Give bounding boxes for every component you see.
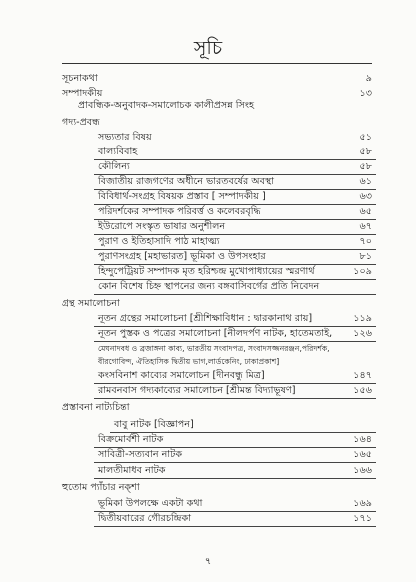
toc-entry [0, 280, 416, 294]
toc-entry-title: বিবিধার্থ-সংগ্রহ বিষয়ক প্রস্তাব [ সম্পাদকীয় ] [98, 191, 266, 202]
toc-entry [0, 190, 416, 204]
toc-entry-page: ১৬৬ [353, 465, 372, 476]
toc-entry [0, 401, 416, 415]
toc-entry-page: ১১৯ [353, 313, 372, 324]
toc-entry-page: ৭০ [359, 236, 372, 247]
toc-entry-title: প্রস্তাবনা নাট্যচিন্তা [62, 402, 130, 413]
toc-entry-page: ১৬৯ [353, 498, 372, 509]
toc-entry-title: পরিদর্শকের সম্পাদক পরিবর্ত্ত ও কলেবরবৃদ্ধি [98, 206, 261, 217]
toc-entry-title: গ্রন্থ সমালোচনা [62, 298, 120, 309]
toc-entry [0, 312, 416, 326]
toc-entry [0, 250, 416, 264]
toc-entry-title: প্রাবন্ধিক-অনুবাদক-সমালোচক কালীপ্রসন্ন সিংহ [78, 100, 255, 111]
toc-entry [0, 220, 416, 234]
toc-entry-title: সভ্যতার বিষয় [98, 132, 152, 143]
toc-entry-title: দ্বিতীয়বারের গৌরচন্দ্রিকা [98, 513, 191, 524]
toc-entry-page: ৫৮ [359, 146, 372, 157]
toc-entry [0, 418, 416, 432]
toc-entry [0, 384, 416, 398]
page-title: সূচি [193, 37, 223, 59]
toc-entry-title: বাল্যবিবাহ [98, 146, 138, 157]
toc-entry-title: বিজাতীয় রাজগণের অধীনে ভারতবর্ষের অবস্থা [98, 176, 275, 187]
toc-entry-page: ১০৯ [353, 266, 372, 277]
toc-entry [0, 342, 416, 356]
toc-entry-page: ১৩ [359, 88, 372, 99]
toc-entry [0, 116, 416, 130]
toc-entry-page: ১৬৫ [353, 449, 372, 460]
toc-entry-title: ভূমিকা উপলক্ষে একটা কথা [98, 498, 203, 509]
toc-entry-title: ইউরোপে সংস্কৃত ভাষার অনুশীলন [98, 221, 226, 232]
toc-entry-title: কৌলিন্য [98, 161, 130, 172]
toc-entry-title: সম্পাদকীয় [62, 88, 103, 99]
toc-entry [0, 369, 416, 383]
toc-entry [0, 464, 416, 478]
toc-entry-title: নূতন পুস্তক ও পত্রের সমালোচনা [নীলদর্পণ নাটক, হাতেমতাই, [98, 328, 333, 339]
toc-entry [0, 131, 416, 145]
toc-entry [0, 497, 416, 511]
toc-entry [0, 327, 416, 341]
toc-entry-page: ১২৬ [353, 328, 372, 339]
toc-entry [0, 512, 416, 526]
toc-entry-title: পুরাণ ও ইতিহাসাদি পাঠ মাহাত্ম্য [98, 236, 220, 247]
toc-entry [0, 297, 416, 311]
toc-entry-title: পুরাণসংগ্রহ [মহাভারত] ভূমিকা ও উপসংহার [98, 251, 266, 262]
toc-entry-page: ১৭১ [353, 513, 372, 524]
toc-entry-page: ৬৩ [359, 191, 372, 202]
toc-entry [0, 160, 416, 174]
toc-entry-title: বাবু নাটক [বিজ্ঞাপন] [114, 419, 194, 430]
toc-entry-title: কংসবিনাশ কাব্যের সমালোচন [দীনবন্ধু মিত্র] [98, 370, 265, 381]
toc-entry-title: মালতীমাধব নাটক [98, 465, 166, 476]
toc-entry-page: ১৫৬ [353, 385, 372, 396]
toc-entry-title: কোন বিশেষ চিহ্ন স্থাপনের জন্য বঙ্গবাসিবর্গের প্রতি নিবেদন [98, 281, 320, 292]
toc-entry [0, 145, 416, 159]
toc-entry [0, 265, 416, 279]
toc-entry-title: বিক্রমোর্বশী নাটক [98, 434, 164, 445]
toc-entry-title: সাবিত্রী-সত্যবান নাটক [98, 449, 183, 460]
title-rule [62, 63, 372, 64]
toc-entry [0, 99, 416, 113]
toc-entry-page: ৬৭ [359, 221, 372, 232]
toc-entry-page: ৫১ [359, 132, 372, 143]
toc-entry-page: ৯ [365, 73, 372, 84]
toc-entry-page: ৬১ [359, 176, 372, 187]
toc-entry-page: ৬৫ [359, 206, 372, 217]
toc-entry-title: হুতোম প্যাঁচার নক্শা [62, 482, 140, 493]
toc-entry-title: সূচনাকথা [62, 73, 98, 84]
toc-entry [0, 175, 416, 189]
toc-entry [0, 235, 416, 249]
toc-entry-title: নূতন গ্রন্থের সমালোচনা [শ্রীশিক্ষাবিধান : দ্বারকানাথ রায়] [98, 313, 313, 324]
toc-entry-title: মেঘনাদবধ ও ব্রজাঙ্গনা কাব্য, ভারতীয় সংবাদপত্র, সংবাদসজ্জনরঞ্জন,পরিদর্শক, [98, 344, 330, 353]
toc-entry [0, 433, 416, 447]
toc-entry-page: ১৪৭ [353, 370, 372, 381]
toc-entry [0, 205, 416, 219]
toc-entry-title: হিন্দুপেট্রিয়ট সম্পাদক মৃত হরিশ্চন্দ্র মুখোপাধ্যায়ের স্মরণার্থ [98, 266, 315, 277]
page-number: ৭ [204, 556, 212, 567]
toc-entry-title: বীরগোবিন্দ, ঐতিহাসিক দ্বিতীয় ভাগ,লার্ডকেনিং, ঢাকাপ্রকাশ] [98, 357, 280, 366]
toc-entry-page: ১৬৪ [353, 434, 372, 445]
toc-entry-title: গদ্য-প্রবন্ধ [62, 117, 100, 128]
toc-entry-page: ৮১ [359, 251, 372, 262]
toc-entry [0, 72, 416, 86]
toc-entry [0, 481, 416, 495]
toc-entry [0, 448, 416, 462]
toc-entry [0, 355, 416, 369]
toc-entry-page: ৫৮ [359, 161, 372, 172]
toc-entry-title: রামবনবাস গদ্যকাব্যের সমালোচন [শ্রীমন্ত বিদ্যাভূষণ] [98, 385, 296, 396]
